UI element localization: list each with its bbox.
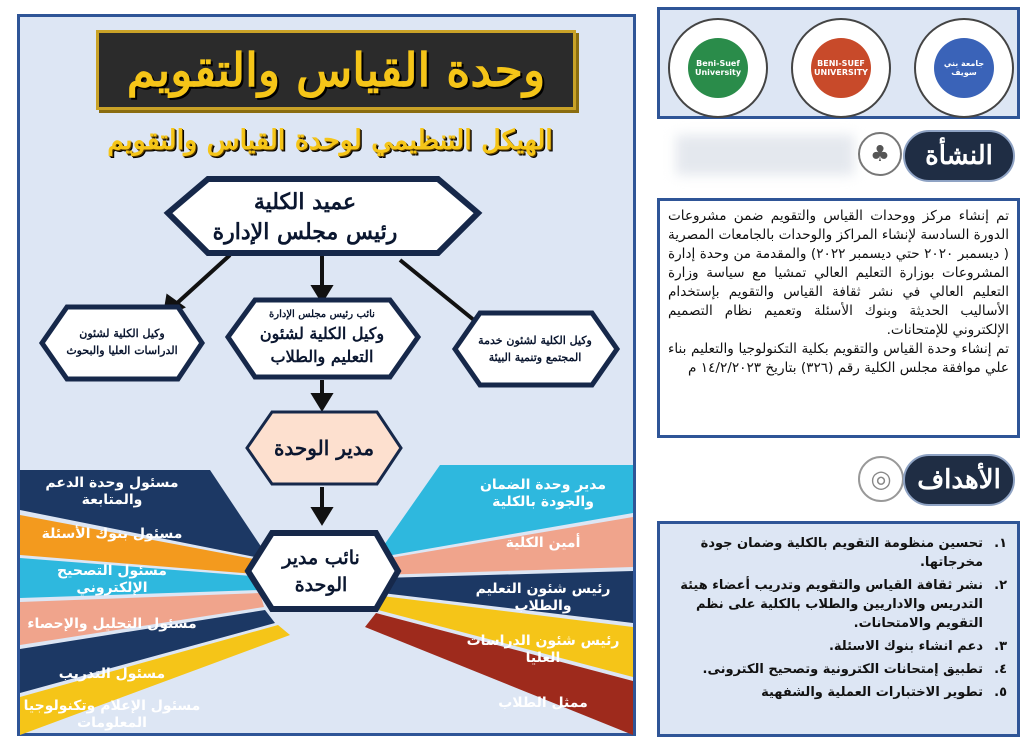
deputy-box	[255, 543, 387, 601]
arrow-dean-community	[400, 260, 480, 325]
community-box	[462, 324, 608, 374]
goals-heading: الأهداف	[903, 454, 1015, 506]
founding-paragraph-2: تم إنشاء وحدة القياس والتقويم بكلية التكنولوجيا والتعليم بناء علي موافقة مجلس الكلية رقم (٣٢٦) بتاريخ ١٤/٢/٢٠٢٣ م	[668, 341, 1009, 376]
vice-box	[240, 301, 404, 375]
band-right-label-0: مدير وحدة الضمان والجودة بالكلية	[479, 476, 607, 510]
goal-item	[670, 637, 1007, 656]
founding-box	[657, 198, 1020, 438]
community-line1: وكيل الكلية لشئون خدمة	[478, 334, 592, 347]
band-right-label-1: أمين الكلية	[505, 535, 581, 552]
band-right-label-4: ممثل الطلاب	[498, 695, 588, 712]
vice-line0: نائب رئيس مجلس الإدارة	[269, 309, 375, 320]
goal-item	[670, 683, 1007, 702]
graduate-line2: الدراسات العليا والبحوث	[66, 344, 178, 357]
university-logo	[914, 18, 1014, 118]
goals-box	[657, 521, 1020, 737]
band-left-label-2: مسئول التصحيح الإلكتروني	[57, 562, 167, 596]
faculty-logo	[791, 18, 891, 118]
tree-icon: ♣	[858, 132, 902, 176]
dean-line1: عميد الكلية	[253, 189, 357, 215]
vice-line2: التعليم والطلاب	[270, 347, 374, 366]
graduate-line1: وكيل الكلية لشئون	[79, 327, 165, 340]
band-left-label-5: مسئول الإعلام وتكنولوجيا المعلومات	[23, 697, 201, 731]
founding-paragraph-1: تم إنشاء مركز ووحدات القياس والتقويم ضمن مشروعات الدورة السادسة لإنشاء المراكز والوحدات بالجامعات المصرية ( ديسمبر ٢٠٢٠ حتي ديسمبر ٢٠٢٢) والمقدمة من وحدة إدارة المشروعات بوزارة التعليم العالي تمشيا مع سياسة وزارة التعليم العالي في نشر ثقافة القياس والتقويم بإستخدام الأساليب الحديثة وبنوك الأسئلة وتعميم نظام التصميم الإلكتروني للإمتحانات.	[668, 208, 1009, 338]
unit-logo-mark: Beni-Suef University	[688, 38, 748, 98]
goal-text: تطبيق إمتحانات الكترونية وتصحيح الكترونى.	[702, 662, 983, 677]
goal-item	[670, 660, 1007, 679]
chart-title: وحدة القياس والتقويم	[126, 43, 546, 97]
graduate-box	[50, 317, 194, 367]
unit-logo	[668, 18, 768, 118]
goal-num: ٥.	[994, 685, 1007, 700]
chart-subtitle: الهيكل التنظيمي لوحدة القياس والتقويم	[107, 124, 553, 156]
goal-text: نشر ثقافة القياس والتقويم وتدريب أعضاء هيئة التدريس والاداريين والطلاب بالكلية على نظم التقويم والامتحانات.	[680, 578, 983, 631]
goal-num: ٤.	[994, 662, 1007, 677]
band-left-label-3: مسئول التحليل والإحصاء	[27, 616, 197, 633]
logos-panel	[657, 7, 1020, 119]
dean-line2: رئيس مجلس الإدارة	[212, 219, 398, 245]
dean-box	[175, 184, 435, 250]
goal-item	[670, 534, 1007, 572]
community-line2: المجتمع وتنمية البيئة	[488, 351, 582, 364]
director-label: مدير الوحدة	[273, 436, 375, 460]
goal-num: ٣.	[994, 639, 1007, 654]
goal-text: دعم انشاء بنوك الاسئلة.	[828, 639, 983, 654]
goal-text: تطوير الاختبارات العملية والشفهية	[761, 685, 983, 700]
goal-text: تحسين منظومة التقويم بالكلية وضمان جودة مخرجاتها.	[700, 536, 983, 570]
arrow-vice-director-head	[314, 395, 330, 408]
blurred-strip	[676, 135, 854, 175]
band-left-label-4: مسئول التدريب	[58, 666, 166, 683]
university-logo-mark: جامعة بني سويف	[934, 38, 994, 98]
deputy-line2: الوحدة	[294, 574, 348, 596]
director-box	[252, 428, 396, 468]
target-icon: ◎	[858, 456, 904, 502]
founding-heading: النشأة	[903, 130, 1015, 182]
goal-num: ٢.	[994, 578, 1007, 593]
goal-item	[670, 576, 1007, 633]
band-left-label-1: مسئول بنوك الأسئلة	[41, 526, 183, 543]
deputy-line1: نائب مدير	[282, 547, 360, 569]
goal-num: ١.	[994, 536, 1007, 551]
band-right-label-3: رئيس شئون الدراسات العليا	[466, 632, 620, 666]
arrow-dean-graduate	[175, 255, 230, 305]
faculty-logo-mark: BENI-SUEF UNIVERSITY	[811, 38, 871, 98]
band-right-label-2: رئيس شئون التعليم والطلاب	[475, 580, 611, 614]
vice-line1: وكيل الكلية لشئون	[259, 324, 385, 343]
arrow-director-deputy-head	[314, 509, 330, 522]
band-left-label-0: مسئول وحدة الدعم والمتابعة	[45, 474, 179, 508]
